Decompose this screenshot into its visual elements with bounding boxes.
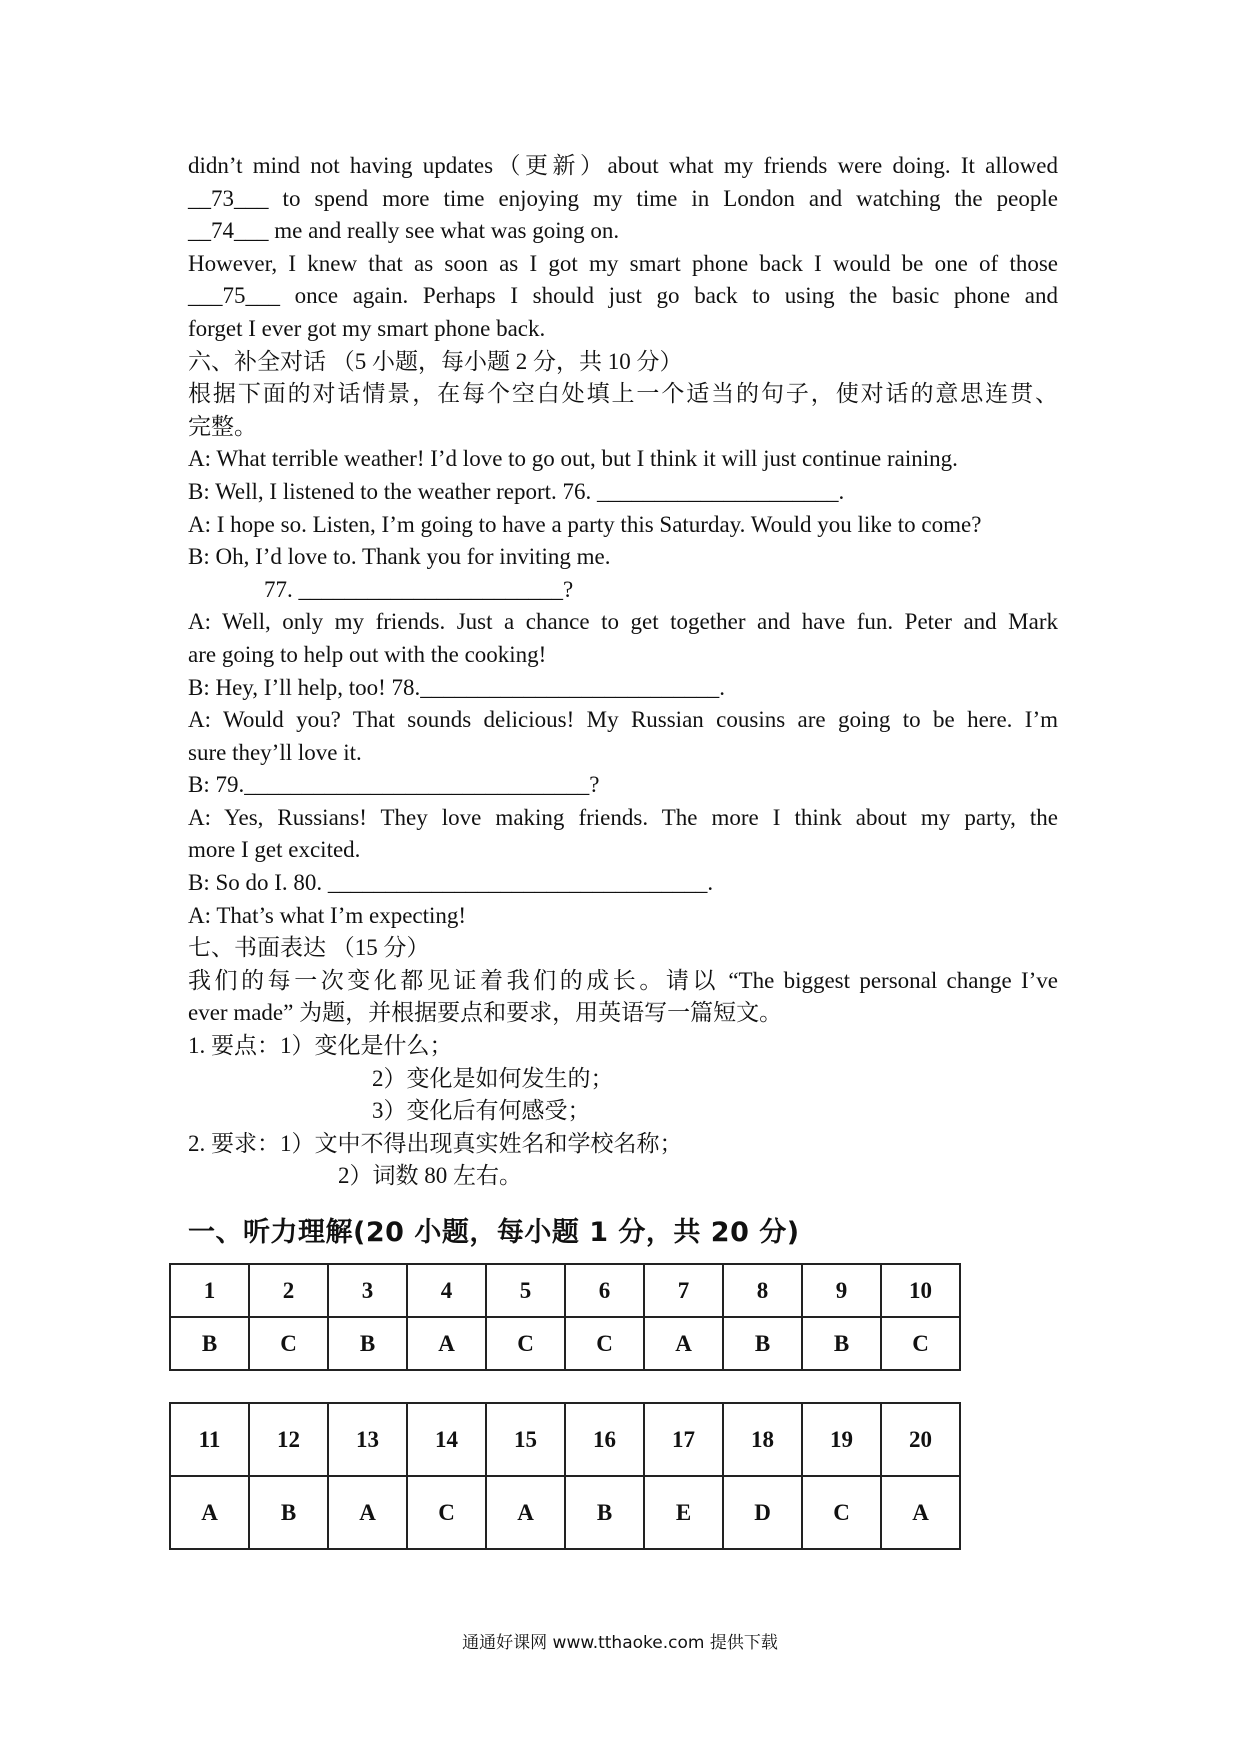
answer-number: 8 [723,1264,802,1317]
section6-title: 六、补全对话 （5 小题，每小题 2 分，共 10 分） [188,348,683,374]
answer-letter: B [170,1317,249,1370]
section6-instruction: 根据下面的对话情景，在每个空白处填上一个适当的句子，使对话的意思连贯、 [188,381,1058,407]
answer-number: 2 [249,1264,328,1317]
answer-number: 5 [486,1264,565,1317]
section7-prompt: 我们的每一次变化都见证着我们的成长。请以 “The biggest personal change I’ve [188,967,1058,993]
dialog-line: A: Well, only my friends. Just a chance to get together and have fun. Peter and Mark [188,609,1058,635]
answer-letter: C [565,1317,644,1370]
answer-letter: D [723,1476,802,1549]
answer-number-row [170,1264,960,1317]
dialog-line: A: Would you? That sounds delicious! My Russian cousins are going to be here. I’m [188,707,1058,733]
passage-line: However, I knew that as soon as I got my smart phone back I would be one of those [188,250,1058,276]
answer-number: 13 [328,1403,407,1476]
answer-letter: A [644,1317,723,1370]
answer-letter: A [407,1317,486,1370]
answer-letter: C [802,1476,881,1549]
answer-number: 20 [881,1403,960,1476]
answer-number: 7 [644,1264,723,1317]
answer-letter: C [486,1317,565,1370]
answer-number: 19 [802,1403,881,1476]
answer-number: 6 [565,1264,644,1317]
section7-point: 3）变化后有何感受； [372,1098,591,1124]
answer-number: 17 [644,1403,723,1476]
section7-points: 1. 要点：1）变化是什么； [188,1033,453,1059]
answer-letter: B [723,1317,802,1370]
answer-letter: B [802,1317,881,1370]
dialog-line: A: What terrible weather! I’d love to go out, but I think it will just continue raining. [188,446,958,472]
answer-number: 18 [723,1403,802,1476]
dialog-line: 77. _______________________? [264,576,574,602]
dialog-line: B: So do I. 80. _________________________________. [188,870,714,896]
answer-letter-row [170,1476,960,1549]
page-footer: 通通好课网 www.tthaoke.com 提供下载 [462,1633,778,1653]
dialog-line: B: Well, I listened to the weather report. 76. _____________________. [188,478,845,504]
dialog-line: B: 79.______________________________? [188,772,600,798]
passage [188,150,1058,1193]
answer-number: 16 [565,1403,644,1476]
answer-number: 4 [407,1264,486,1317]
answer-letter: E [644,1476,723,1549]
answer-number-row [170,1403,960,1476]
answer-letter: C [881,1317,960,1370]
answer-table-1-10 [169,1263,961,1371]
answer-letter: A [486,1476,565,1549]
answer-table-11-20 [169,1402,961,1550]
answer-number: 12 [249,1403,328,1476]
answer-letter-row [170,1317,960,1370]
answer-letter: B [249,1476,328,1549]
passage-line: didn’t mind not having updates（更新）about what my friends were doing. It allowed [188,153,1058,178]
dialog-line: are going to help out with the cooking! [188,641,547,667]
dialog-line: A: I hope so. Listen, I’m going to have a party this Saturday. Would you like to come? [188,511,982,537]
answer-key-heading: 一、听力理解(20 小题，每小题 1 分，共 20 分) [188,1217,800,1248]
answer-number: 14 [407,1403,486,1476]
section7-title: 七、书面表达 （15 分） [188,935,430,961]
answer-number: 11 [170,1403,249,1476]
answer-number: 9 [802,1264,881,1317]
section7-prompt: ever made” 为题，并根据要点和要求，用英语写一篇短文。 [188,1000,783,1026]
answer-letter: C [407,1476,486,1549]
dialog-line: A: Yes, Russians! They love making friends. The more I think about my party, the [188,804,1058,830]
answer-letter: A [881,1476,960,1549]
dialog-line: more I get excited. [188,837,361,863]
section7-point: 2）变化是如何发生的； [372,1065,614,1091]
answer-number: 10 [881,1264,960,1317]
passage-line: forget I ever got my smart phone back. [188,315,546,341]
answer-number: 3 [328,1264,407,1317]
answer-letter: B [565,1476,644,1549]
answer-letter: A [170,1476,249,1549]
dialog-line: A: That’s what I’m expecting! [188,902,467,928]
dialog-line: B: Oh, I’d love to. Thank you for inviting me. [188,544,611,570]
answer-number: 15 [486,1403,565,1476]
section7-requirements: 2. 要求：1）文中不得出现真实姓名和学校名称； [188,1130,683,1156]
passage-line: ___75___ once again. Perhaps I should just go back to using the basic phone and [188,283,1058,309]
dialog-line: B: Hey, I’ll help, too! 78.__________________________. [188,674,726,700]
answer-letter: B [328,1317,407,1370]
section7-requirement: 2）词数 80 左右。 [338,1163,522,1189]
passage-line: __74___ me and really see what was going on. [188,218,620,244]
answer-number: 1 [170,1264,249,1317]
section6-instruction: 完整。 [188,413,257,439]
answer-letter: A [328,1476,407,1549]
dialog-line: sure they’ll love it. [188,739,362,765]
answer-letter: C [249,1317,328,1370]
passage-line: __73___ to spend more time enjoying my time in London and watching the people [188,185,1058,211]
